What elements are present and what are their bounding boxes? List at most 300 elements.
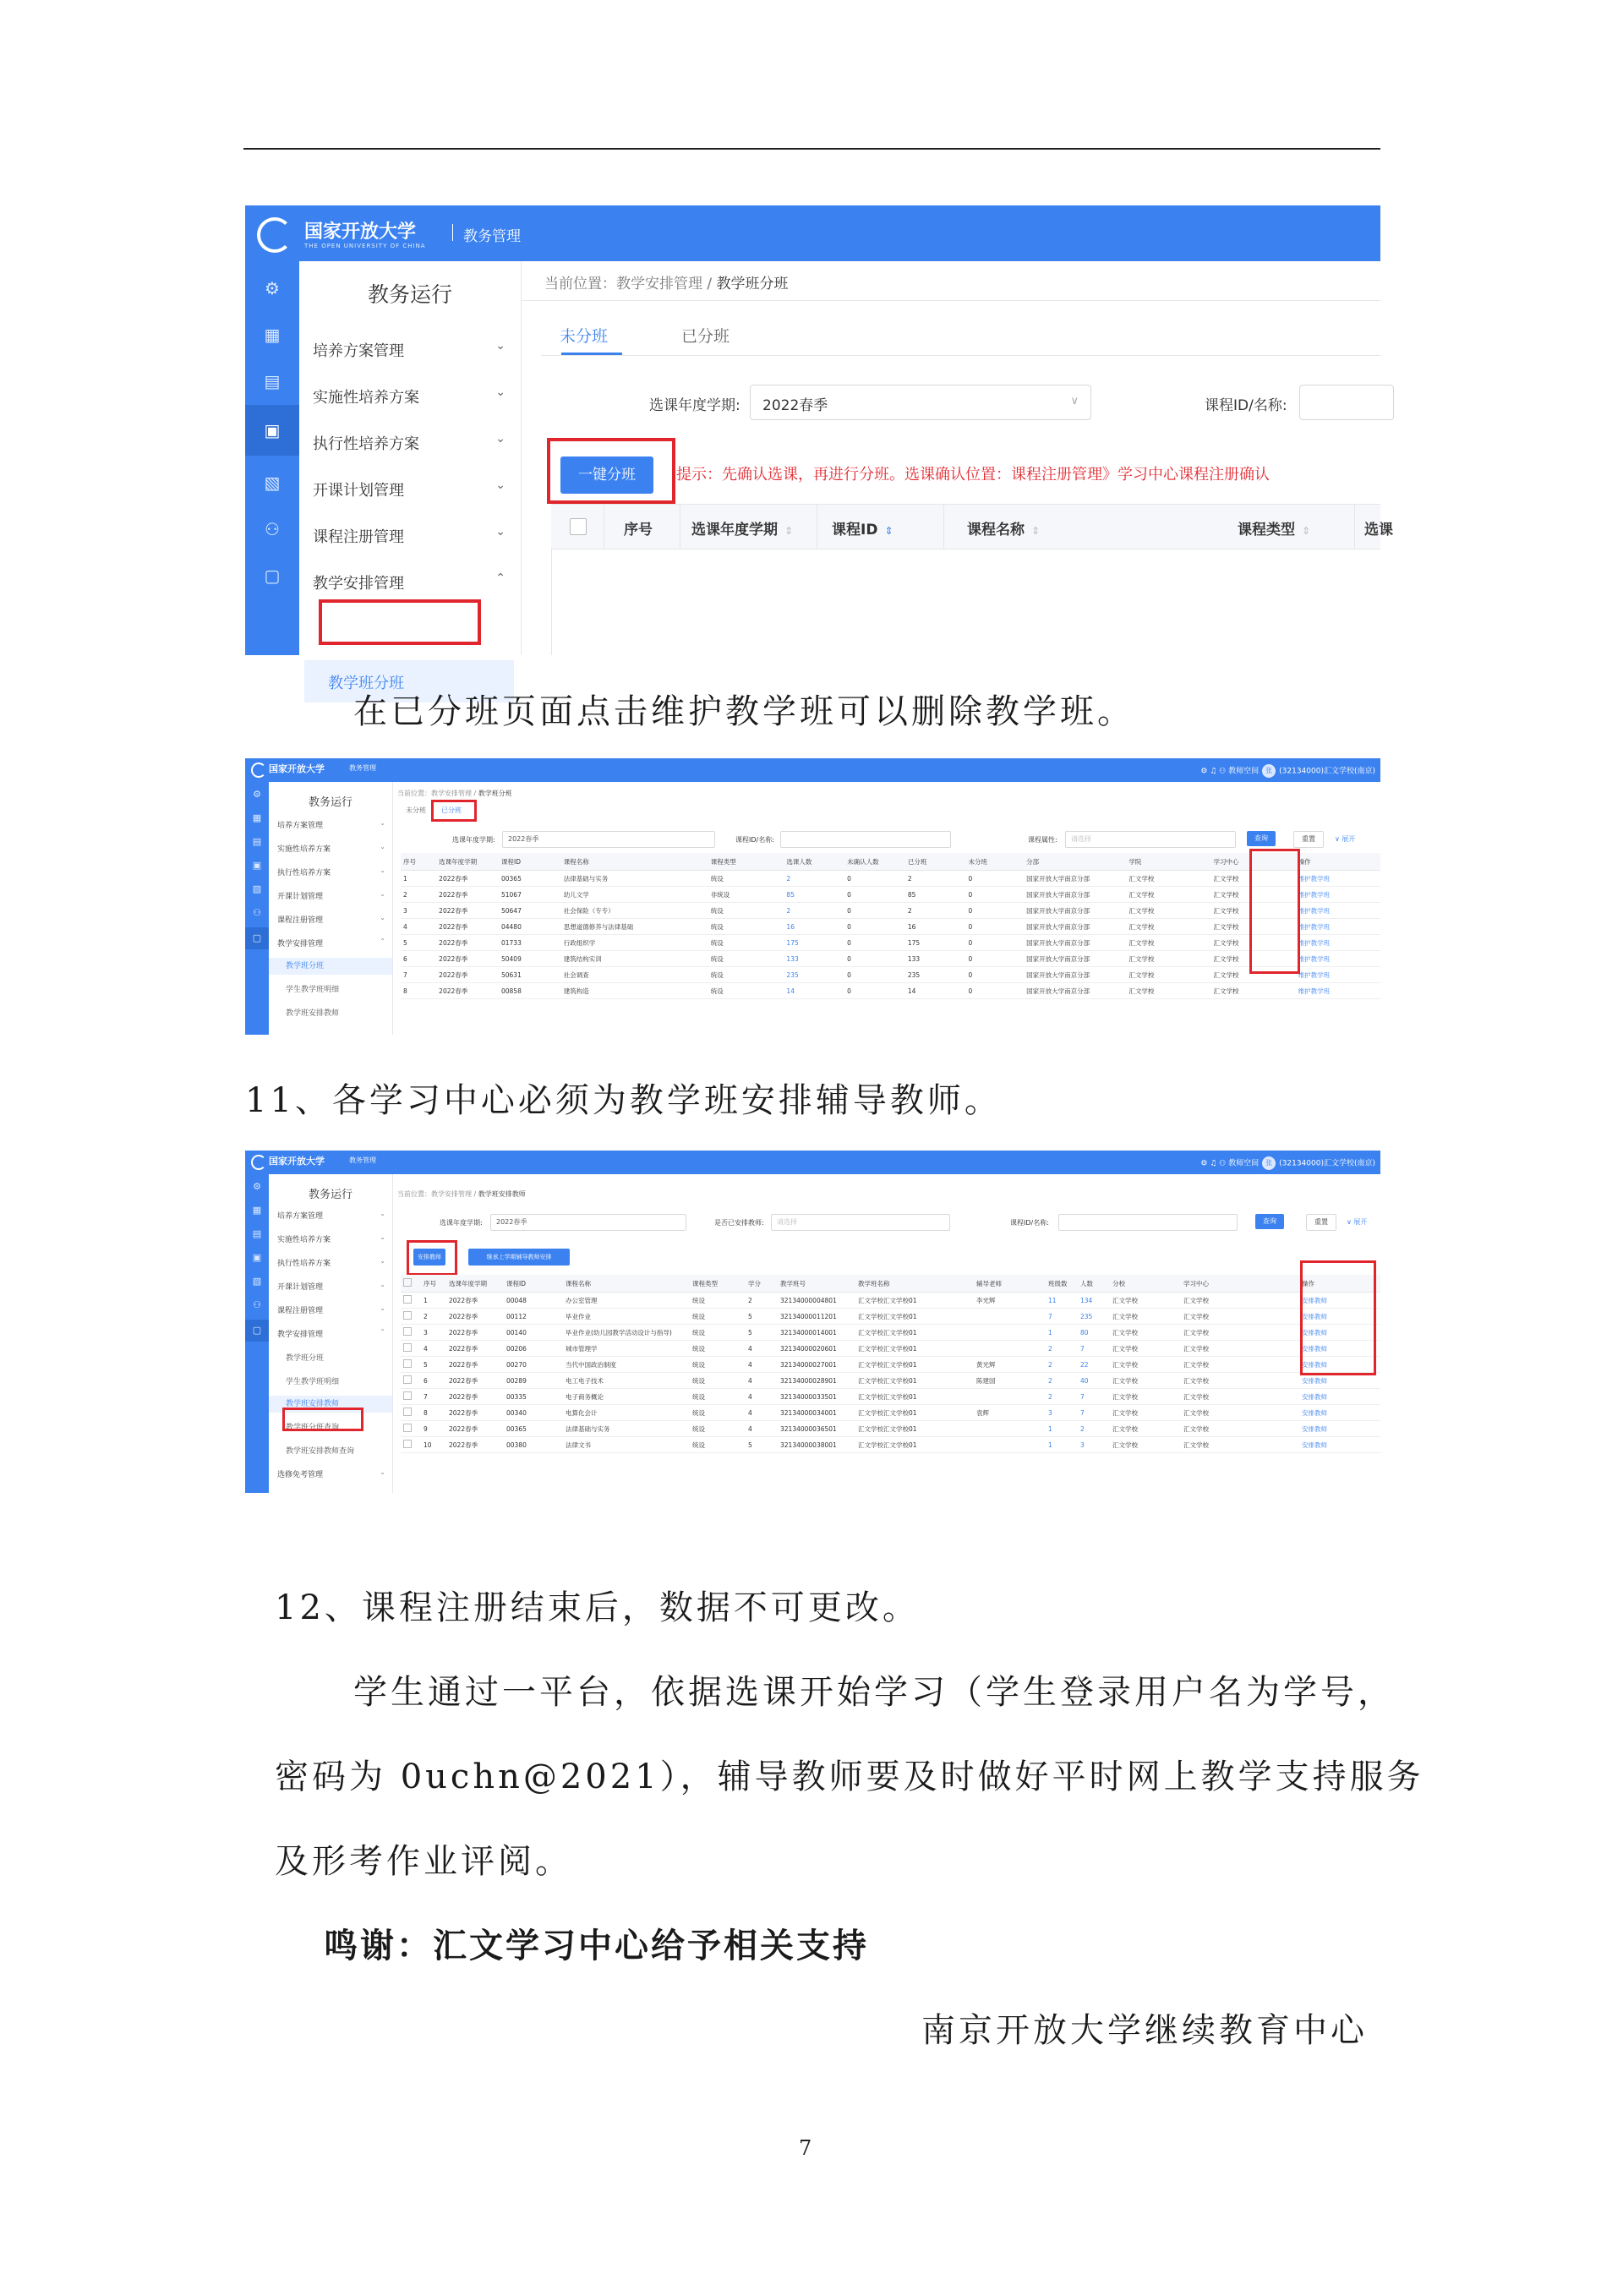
submenu-item[interactable]: 教学班安排教师 (286, 1009, 340, 1018)
col-course-id[interactable] (832, 517, 893, 538)
menu-label: 课程注册管理 (313, 528, 404, 546)
maintain-class-link[interactable]: 维护教学班 (1296, 983, 1380, 999)
highlight-box (431, 800, 477, 822)
table-cell: 2 (421, 1309, 446, 1325)
table-cell: 7 (1078, 1389, 1110, 1405)
table-cell (974, 1325, 1046, 1341)
people-icon[interactable]: ⚇ (253, 907, 261, 918)
chevron-down-icon: ⌄ (380, 1281, 385, 1288)
table-cell: 建筑结构实训 (561, 951, 708, 967)
table-cell: 2022春季 (436, 887, 499, 903)
table-cell: 16 (905, 919, 966, 935)
table-cell: 0 (844, 967, 905, 983)
table-cell: 汇文学校汇文学校01 (855, 1373, 974, 1389)
table-cell: 1 (1046, 1421, 1078, 1437)
breadcrumb-parent[interactable]: 教学安排管理 (616, 276, 702, 292)
table-cell: 50631 (499, 967, 561, 983)
col-course-type[interactable] (1238, 517, 1310, 538)
reset-button[interactable]: 重置 (1306, 1214, 1336, 1231)
table-cell: 汇文学校 (1110, 1437, 1181, 1453)
tab-unassigned[interactable]: 未分班 (406, 806, 426, 814)
doc-icon[interactable]: ▧ (252, 1276, 262, 1287)
table-cell: 2022春季 (446, 1437, 504, 1453)
table-cell: 5 (746, 1437, 778, 1453)
maintain-class-link[interactable]: 维护教学班 (1296, 935, 1380, 951)
gear-icon[interactable]: ⚙ (253, 1181, 261, 1192)
qr-icon[interactable]: ▦ (252, 812, 262, 823)
user-name: 教师空间 (1228, 1159, 1260, 1168)
table-cell: 汇文学校 (1110, 1309, 1181, 1325)
monitor-icon[interactable]: ▣ (245, 405, 299, 456)
assign-teacher-link[interactable]: 安排教师 (1299, 1325, 1380, 1341)
assign-teacher-link[interactable]: 安排教师 (1299, 1421, 1380, 1437)
table-cell: 5 (421, 1357, 446, 1373)
table-cell: 汇文学校 (1211, 903, 1296, 919)
user-name: 教师空间 (1228, 767, 1260, 776)
system-name: 教务管理 (463, 228, 521, 245)
assign-teacher-link[interactable]: 安排教师 (1299, 1293, 1380, 1309)
chevron-down-icon: ∨ (1070, 395, 1079, 407)
table-cell: 汇文学校 (1110, 1293, 1181, 1309)
menu-item[interactable] (277, 843, 387, 854)
doc-icon[interactable]: ▧ (264, 473, 281, 493)
row-checkbox[interactable] (401, 1389, 421, 1405)
row-checkbox[interactable] (401, 1325, 421, 1341)
menu-item[interactable] (277, 890, 387, 901)
one-click-split-button[interactable]: 一键分班 (560, 456, 653, 494)
table-cell: 国家开放大学南京分部 (1024, 919, 1126, 935)
menu-item[interactable] (277, 1328, 387, 1339)
menu-item[interactable] (277, 914, 387, 925)
chevron-down-icon: ⌄ (380, 843, 385, 850)
submenu-item-assign-teacher[interactable]: 教学班安排教师 (269, 1396, 392, 1413)
table-cell: 汇文学校 (1211, 919, 1296, 935)
tab-assigned[interactable]: 已分班 (681, 327, 730, 346)
book-icon[interactable]: ▤ (264, 371, 281, 391)
term-select[interactable] (750, 385, 1091, 420)
search-button[interactable]: 查询 (1255, 1214, 1284, 1229)
table-cell: 2022春季 (436, 967, 499, 983)
table-cell: 6 (421, 1373, 446, 1389)
table-cell: 汇文学校汇文学校01 (855, 1389, 974, 1405)
menu-item-training-plan[interactable] (313, 329, 509, 371)
menu-item[interactable] (277, 938, 387, 948)
table-cell: 统设 (708, 951, 784, 967)
qr-icon[interactable]: ▦ (264, 325, 281, 345)
table-cell: 汇文学校 (1181, 1373, 1299, 1389)
chevron-down-icon: ⌄ (380, 914, 385, 921)
course-input[interactable] (1058, 1214, 1238, 1231)
menu-item-teaching-arrangement[interactable] (313, 561, 509, 604)
table-cell: 0 (844, 951, 905, 967)
table-cell: 0 (844, 871, 905, 887)
course-input[interactable] (1299, 385, 1394, 420)
term-label: 选课年度学期: (452, 836, 495, 844)
table-cell: 175 (784, 935, 844, 951)
book-icon[interactable]: ▤ (252, 836, 262, 847)
university-logo-icon (257, 217, 292, 253)
table-cell: 统设 (708, 935, 784, 951)
table-cell: 汇文学校汇文学校01 (855, 1357, 974, 1373)
gear-icon[interactable]: ⚙ (265, 278, 280, 298)
chevron-down-icon: ⌄ (380, 866, 385, 874)
top-bar (245, 758, 1380, 782)
chevron-down-icon: ⌄ (380, 1210, 385, 1217)
course-input[interactable] (780, 831, 951, 848)
column-header: 班级数 (1046, 1275, 1078, 1293)
paragraph-study-line2: 密码为 0uchn@2021），辅导教师要及时做好平时网上教学支持服务 (275, 1758, 1424, 1796)
column-header: 课程名称 (563, 1275, 690, 1293)
table-cell: 32134000011201 (778, 1309, 855, 1325)
paragraph-11: 11、各学习中心必须为教学班安排辅导教师。 (245, 1081, 1002, 1120)
table-cell: 40 (1078, 1373, 1110, 1389)
table-cell: 2022春季 (436, 935, 499, 951)
table-cell: 2022春季 (446, 1389, 504, 1405)
divider (943, 505, 944, 549)
table-row (401, 1389, 1380, 1405)
menu-item[interactable] (277, 866, 387, 877)
doc-icon[interactable]: ▧ (252, 883, 262, 894)
people-icon[interactable]: ⚇ (265, 519, 280, 539)
table-cell: 2 (1046, 1357, 1078, 1373)
table-cell: 4 (746, 1405, 778, 1421)
table-cell (974, 1389, 1046, 1405)
table-cell: 汇文学校 (1126, 903, 1210, 919)
row-checkbox[interactable] (401, 1341, 421, 1357)
table-cell: 00270 (504, 1357, 563, 1373)
submenu-item[interactable]: 教学班分班 (286, 1354, 325, 1363)
assign-teacher-link[interactable]: 安排教师 (1299, 1389, 1380, 1405)
column-header: 操作 (1299, 1275, 1380, 1293)
divider (452, 224, 453, 241)
column-header: 选课年度学期 (446, 1275, 504, 1293)
table-cell: 4 (746, 1421, 778, 1437)
menu-label: 开课计划管理 (277, 893, 324, 901)
breadcrumb-parent[interactable]: 教学安排管理 (431, 1190, 472, 1198)
column-header: 操作 (1296, 853, 1380, 871)
table-header (401, 1275, 1380, 1293)
table-cell: 0 (844, 887, 905, 903)
row-checkbox[interactable] (401, 1437, 421, 1453)
menu-item-course-registration[interactable] (313, 515, 509, 557)
table-cell: 01733 (499, 935, 561, 951)
table-cell: 思想道德修养与法律基础 (561, 919, 708, 935)
breadcrumb-parent[interactable]: 教学安排管理 (431, 790, 472, 797)
user-area[interactable] (1200, 1156, 1375, 1170)
table-cell: 22 (1078, 1357, 1110, 1373)
table-cell: 11 (1046, 1293, 1078, 1309)
search-button[interactable]: 查询 (1247, 831, 1276, 846)
table-cell: 0 (844, 903, 905, 919)
column-header: 未分班 (966, 853, 1025, 871)
sort-icon: ⇕ (1302, 525, 1311, 537)
maintain-class-link[interactable]: 维护教学班 (1296, 871, 1380, 887)
table-cell: 0 (966, 983, 1025, 999)
column-header: 教学班名称 (855, 1275, 974, 1293)
icon-sidebar (245, 782, 269, 1035)
table-row (401, 935, 1380, 951)
table-cell: 统设 (708, 903, 784, 919)
settings-icon[interactable]: ⚙ ♫ ⚇ (1200, 1159, 1229, 1168)
table-row (401, 871, 1380, 887)
avatar[interactable]: 张 (1262, 1156, 1276, 1170)
col-index: 序号 (624, 522, 653, 538)
column-header: 已分班 (905, 853, 966, 871)
reset-button[interactable]: 重置 (1293, 831, 1324, 848)
menu-item[interactable] (277, 1304, 387, 1315)
row-checkbox[interactable] (401, 1405, 421, 1421)
menu-item[interactable] (277, 1210, 387, 1221)
table-cell: 32134000028901 (778, 1373, 855, 1389)
table-cell: 80 (1078, 1325, 1110, 1341)
menu-item[interactable] (277, 819, 387, 830)
menu-label: 执行性培养方案 (277, 869, 331, 877)
menu-label: 教学安排管理 (277, 1331, 324, 1339)
avatar[interactable]: 张 (1262, 764, 1276, 778)
menu-item[interactable] (277, 1257, 387, 1268)
assign-teacher-link[interactable]: 安排教师 (1299, 1357, 1380, 1373)
column-header: 辅导老师 (974, 1275, 1046, 1293)
table-cell: 汇文学校 (1110, 1325, 1181, 1341)
book-icon[interactable]: ▤ (252, 1228, 262, 1239)
table-cell: 00112 (504, 1309, 563, 1325)
row-checkbox[interactable] (401, 1309, 421, 1325)
menu-label: 培养方案管理 (313, 342, 404, 360)
icon-sidebar (245, 1174, 269, 1493)
menu-label: 培养方案管理 (277, 1212, 324, 1221)
table-cell: 00340 (504, 1405, 563, 1421)
maintain-class-link[interactable]: 维护教学班 (1296, 919, 1380, 935)
assign-teacher-link[interactable]: 安排教师 (1299, 1373, 1380, 1389)
table-cell: 国家开放大学南京分部 (1024, 903, 1126, 919)
table-cell: 汇文学校 (1126, 983, 1210, 999)
table-cell: 00206 (504, 1341, 563, 1357)
table-cell: 00048 (504, 1293, 563, 1309)
column-header: 课程ID (504, 1275, 563, 1293)
expand-link[interactable]: ∨ 展开 (1335, 835, 1356, 843)
menu-title: 教务运行 (367, 282, 452, 307)
qr-icon[interactable]: ▦ (252, 1205, 262, 1216)
table-cell: 国家开放大学南京分部 (1024, 967, 1126, 983)
table-cell: 统设 (690, 1325, 746, 1341)
table-cell: 6 (401, 951, 436, 967)
breadcrumb: 当前位置：教学安排管理 / 教学班分班 (397, 790, 512, 797)
maintain-class-link[interactable]: 维护教学班 (1296, 951, 1380, 967)
monitor-icon[interactable]: ▣ (252, 1252, 262, 1263)
table-cell: 1 (1046, 1437, 1078, 1453)
table-row (401, 1341, 1380, 1357)
chevron-down-icon: ⌄ (380, 1468, 385, 1476)
column-header: 学习中心 (1181, 1275, 1299, 1293)
expand-link[interactable]: ∨ 展开 (1347, 1218, 1368, 1226)
menu-item[interactable] (277, 1468, 387, 1479)
chevron-down-icon: ⌄ (495, 385, 505, 399)
term-value: 2022春季 (762, 397, 828, 414)
table-cell: 汇文学校汇文学校01 (855, 1405, 974, 1421)
sort-icon: ⇕ (884, 525, 893, 537)
table-row (401, 967, 1380, 983)
submenu-item[interactable]: 教学班分班查询 (286, 1424, 340, 1432)
table-cell: 4 (746, 1389, 778, 1405)
assigned-class-table (401, 853, 1380, 999)
table-cell: 汇文学校 (1211, 951, 1296, 967)
side-menu (269, 1174, 393, 1493)
assign-teacher-link[interactable]: 安排教师 (1299, 1405, 1380, 1421)
menu-item-implementing-plan[interactable] (313, 375, 509, 418)
table-cell: 2022春季 (446, 1341, 504, 1357)
table-cell (974, 1341, 1046, 1357)
settings-icon[interactable]: ⚙ ♫ ⚇ (1200, 767, 1229, 776)
table-cell: 汇文学校 (1126, 871, 1210, 887)
table-cell: 毕业作业 (563, 1309, 690, 1325)
table-cell: 32134000034001 (778, 1405, 855, 1421)
type-select[interactable] (1065, 831, 1236, 848)
table-cell: 汇文学校 (1126, 935, 1210, 951)
chevron-up-icon: ⌃ (380, 1328, 385, 1336)
submenu-item[interactable]: 教学班安排教师查询 (286, 1447, 355, 1456)
submenu-item-class-split[interactable]: 教学班分班 (269, 958, 392, 975)
top-bar (245, 1151, 1380, 1174)
assigned-select[interactable] (771, 1214, 950, 1231)
highlight-box (282, 1408, 363, 1431)
table-cell: 0 (844, 919, 905, 935)
table-cell: 14 (784, 983, 844, 999)
table-cell: 汇文学校 (1110, 1421, 1181, 1437)
table-cell: 235 (905, 967, 966, 983)
select-all-checkbox[interactable] (401, 1275, 421, 1293)
tab-assigned[interactable]: 已分班 (441, 806, 462, 814)
breadcrumb: 当前位置：教学安排管理 / 教学班安排教师 (397, 1190, 526, 1198)
people-icon[interactable]: ⚇ (253, 1299, 261, 1310)
table-cell: 5 (746, 1309, 778, 1325)
table-row (401, 1421, 1380, 1437)
breadcrumb-current: 教学班安排教师 (478, 1190, 526, 1198)
table-cell: 汇文学校 (1211, 935, 1296, 951)
table-cell: 50409 (499, 951, 561, 967)
table-cell: 133 (905, 951, 966, 967)
assign-teacher-button[interactable]: 安排教师 (413, 1249, 445, 1266)
user-area[interactable] (1200, 764, 1375, 778)
column-header: 未确认人数 (844, 853, 905, 871)
highlight-box (547, 438, 675, 504)
table-cell: 汇文学校 (1110, 1341, 1181, 1357)
signature: 南京开放大学继续教育中心 (921, 2011, 1368, 2050)
table-cell: 1 (421, 1293, 446, 1309)
table-cell: 5 (401, 935, 436, 951)
column-header: 序号 (421, 1275, 446, 1293)
maintain-class-link[interactable]: 维护教学班 (1296, 967, 1380, 983)
screenshot-split-class (245, 205, 1393, 692)
table-cell: 汇文学校 (1110, 1405, 1181, 1421)
table-cell: 统设 (690, 1389, 746, 1405)
table-cell: 2 (1046, 1373, 1078, 1389)
table-cell: 法律文书 (563, 1437, 690, 1453)
table-cell: 汇文学校 (1181, 1309, 1299, 1325)
org-name: (32134000)汇文学校(南京) (1279, 1159, 1375, 1168)
table-cell: 幼儿文学 (561, 887, 708, 903)
table-cell: 黄光辉 (974, 1357, 1046, 1373)
breadcrumb-prefix: 当前位置： (397, 1190, 431, 1198)
highlight-box (319, 599, 481, 645)
table-cell: 32134000038001 (778, 1437, 855, 1453)
column-header: 学分 (746, 1275, 778, 1293)
table-row (401, 1309, 1380, 1325)
table-cell: 3 (1046, 1405, 1078, 1421)
submenu-item[interactable]: 学生教学班明细 (286, 1378, 340, 1386)
table-cell: 14 (905, 983, 966, 999)
maintain-class-link[interactable]: 维护教学班 (1296, 887, 1380, 903)
table-cell: 电子商务概论 (563, 1389, 690, 1405)
hint-text: 提示：先确认选课，再进行分班。选课确认位置：课程注册管理》学习中心课程注册确认 (676, 466, 1270, 484)
table-cell: 汇文学校汇文学校01 (855, 1293, 974, 1309)
row-checkbox[interactable] (401, 1293, 421, 1309)
system-name: 教务管理 (349, 1156, 376, 1164)
row-checkbox[interactable] (401, 1421, 421, 1437)
menu-item[interactable] (277, 1233, 387, 1244)
screen-icon[interactable]: ▢ (245, 927, 269, 949)
menu-item-executing-plan[interactable] (313, 422, 509, 464)
tab-unassigned[interactable]: 未分班 (560, 327, 609, 346)
table-cell: 4 (401, 919, 436, 935)
row-checkbox[interactable] (401, 1357, 421, 1373)
term-select[interactable] (490, 1214, 686, 1231)
maintain-class-link[interactable]: 维护教学班 (1296, 903, 1380, 919)
table-row (401, 1293, 1380, 1309)
select-all-checkbox[interactable] (570, 518, 587, 535)
term-label: 选课年度学期: (649, 397, 740, 414)
table-cell: 0 (966, 951, 1025, 967)
col-term[interactable] (691, 517, 793, 538)
menu-item[interactable] (277, 1281, 387, 1292)
table-cell: 汇文学校 (1126, 919, 1210, 935)
table-cell: 国家开放大学南京分部 (1024, 871, 1126, 887)
monitor-icon[interactable]: ▣ (252, 860, 262, 871)
row-checkbox[interactable] (401, 1373, 421, 1389)
table-cell: 2 (905, 871, 966, 887)
column-header: 课程名称 (561, 853, 708, 871)
table-cell: 2022春季 (446, 1405, 504, 1421)
table-cell: 7 (1078, 1405, 1110, 1421)
table-cell: 2022春季 (436, 919, 499, 935)
table-cell: 7 (401, 967, 436, 983)
assign-teacher-link[interactable]: 安排教师 (1299, 1309, 1380, 1325)
menu-label: 开课计划管理 (277, 1283, 324, 1292)
assign-teacher-link[interactable]: 安排教师 (1299, 1437, 1380, 1453)
chevron-up-icon: ⌃ (380, 938, 385, 945)
menu-label: 选修免考管理 (277, 1471, 324, 1479)
table-cell: 32134000014001 (778, 1325, 855, 1341)
table-cell (974, 1437, 1046, 1453)
col-term-label: 选课年度学期 (691, 522, 778, 538)
gear-icon[interactable]: ⚙ (253, 789, 261, 800)
table-cell: 2 (1046, 1341, 1078, 1357)
table-cell: 9 (421, 1421, 446, 1437)
submenu-item[interactable]: 学生教学班明细 (286, 986, 340, 994)
table-cell: 统设 (708, 983, 784, 999)
screen-icon[interactable]: ▢ (264, 566, 281, 586)
table-cell: 陈建国 (974, 1373, 1046, 1389)
header-rule (243, 148, 1380, 150)
screen-icon[interactable]: ▢ (245, 1320, 269, 1342)
table-cell: 2022春季 (436, 951, 499, 967)
term-select[interactable] (502, 831, 715, 848)
table-cell: 2 (784, 903, 844, 919)
col-course-name[interactable] (967, 517, 1040, 538)
inherit-teachers-button[interactable]: 继承上学期辅导教师安排 (468, 1249, 570, 1266)
assign-teacher-link[interactable]: 安排教师 (1299, 1341, 1380, 1357)
logo-text: 国家开放大学 (304, 221, 417, 243)
menu-item-course-plan[interactable] (313, 468, 509, 511)
